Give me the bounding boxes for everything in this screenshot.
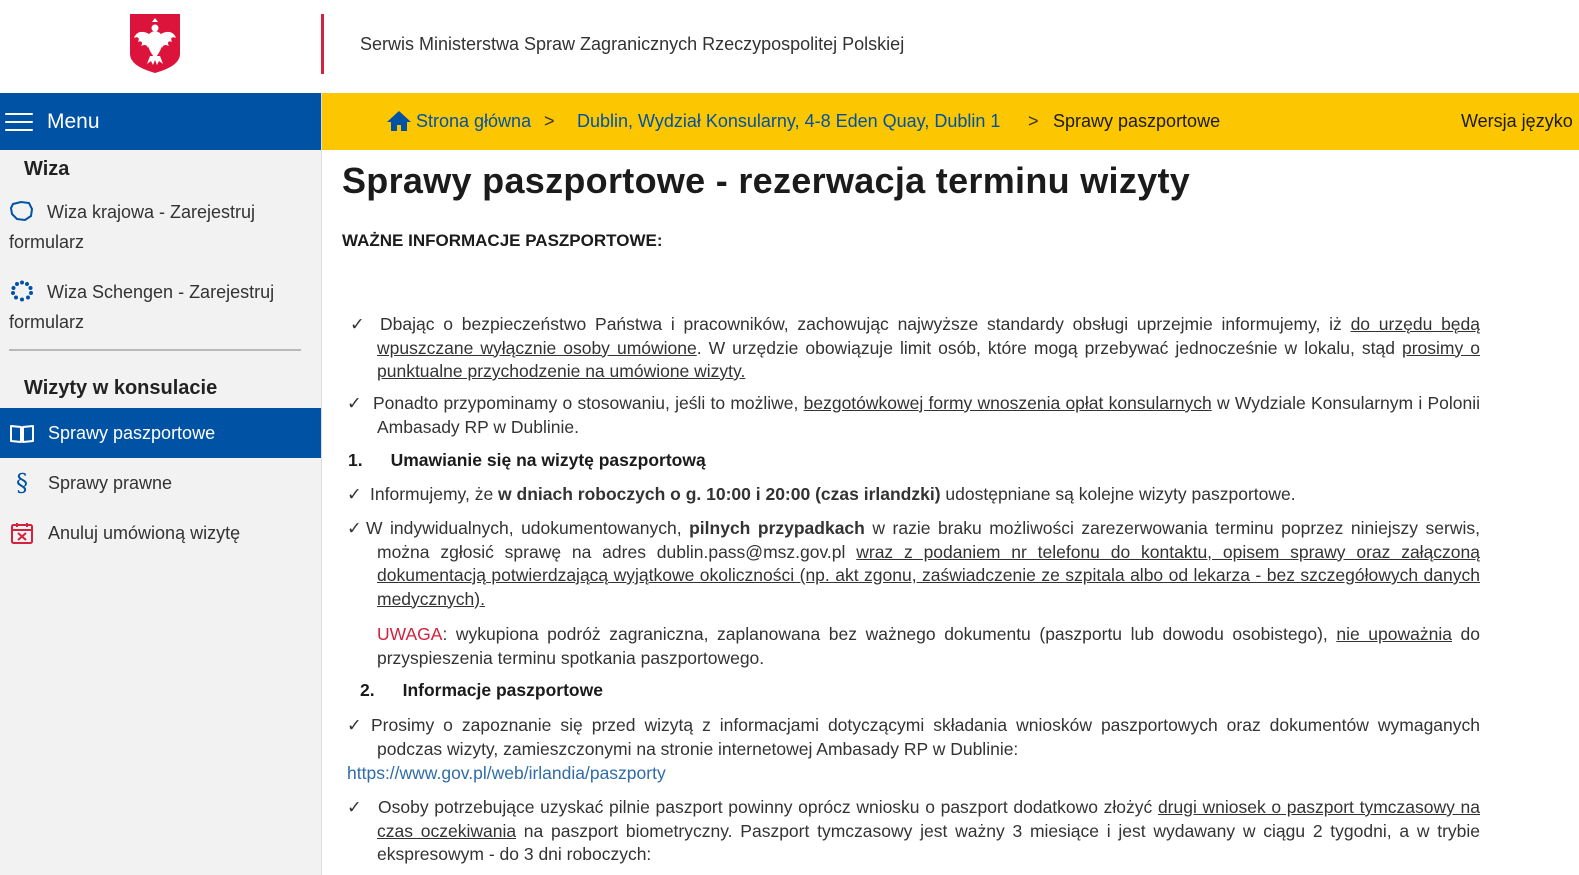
sidebar-item-label: Wiza krajowa - Zarejestruj formularz — [9, 202, 256, 252]
passport-info-link[interactable]: https://www.gov.pl/web/irlandia/paszporty — [347, 763, 666, 783]
sidebar-item-wiza-schengen[interactable] — [0, 277, 321, 337]
breadcrumb-home-link[interactable]: Strona główna — [416, 111, 532, 131]
sidebar-item-sprawy-paszportowe[interactable] — [0, 408, 321, 458]
section-heading-passport-info: 2. Informacje paszportowe — [360, 680, 603, 700]
breadcrumb-separator: > — [544, 111, 555, 131]
paragraph-booking-times: ✓ Informujemy, że w dniach roboczych o g. 10:00 i 20:00 (czas irlandzki) udostępniane są kolejne wizyty paszportowe. — [342, 483, 1480, 507]
checkmark-icon: ✓ — [347, 797, 362, 817]
section-heading-wizyty: Wizyty w konsulacie — [24, 377, 218, 399]
poland-map-icon — [9, 200, 35, 222]
sidebar-item-sprawy-prawne[interactable] — [0, 458, 321, 508]
breadcrumb — [322, 93, 1579, 150]
book-icon — [9, 421, 35, 445]
paragraph-passport-documents: ✓ Prosimy o zapoznanie się przed wizytą z informacjami dotyczącymi składania wniosków paszportowych oraz dokumentów wymaganych podczas wizyty, zamieszczonymi na stronie internetowej Ambasady RP w Dublinie: — [347, 715, 1480, 759]
breadcrumb-current: Sprawy paszportowe — [1053, 111, 1221, 131]
checkmark-icon: ✓ — [347, 484, 362, 504]
hamburger-icon — [5, 113, 33, 131]
sidebar-divider — [9, 349, 301, 351]
paragraph-urgent-cases: ✓ W indywidualnych, udokumentowanych, pilnych przypadkach w razie braku możliwości zarezerwowania terminu poprzez niniejszy serwis, można zgłosić sprawę na adres dublin.pass@msz.gov.pl wraz z podaniem nr telefonu do kontaktu, opisem sprawy oraz załączoną dokumentacją potwierdzającą wyjątkowe okoliczności (np. akt zgonu, zaświadczenie ze szpitala albo od lekarza - bez szczegółowych danych medycznych). — [347, 518, 1481, 609]
paragraph-temporary-passport: ✓ Osoby potrzebujące uzyskać pilnie paszport powinny oprócz wniosku o paszport dodatkowo złożyć drugi wniosek o paszport tymczasowy na czas oczekiwania na paszport biometryczny. Paszport tymczasowy jest ważny 3 miesiące i jest wydawany w ciągu 2 tygodni, a w trybie ekspresowym - do 3 dni roboczych: — [347, 797, 1481, 864]
breadcrumb-location-link[interactable]: Dublin, Wydział Konsularny, 4-8 Eden Quay, Dublin 1 — [577, 111, 1001, 131]
paragraph-visitors-limit: ✓ Dbając o bezpieczeństwo Państwa i pracowników, zachowując najwyższe standardy obsługi uprzejmie informujemy, iż do urzędu będą wpuszczane wyłącznie osoby umówione. W urzędzie obowiązuje limit osób, które mogą przebywać jednocześnie w lokalu, stąd prosimy o punktualne przychodzenie na umówione wizyty. — [342, 313, 1480, 384]
paragraph-icon: § — [16, 469, 28, 497]
important-info-heading: WAŻNE INFORMACJE PASZPORTOWE: — [342, 231, 663, 250]
checkmark-icon: ✓ — [347, 518, 362, 538]
checkmark-icon: ✓ — [347, 715, 362, 735]
site-title: Serwis Ministerstwa Spraw Zagranicznych Rzeczypospolitej Polskiej — [360, 34, 905, 54]
warning-label: UWAGA — [377, 624, 443, 644]
sidebar-item-label: Wiza Schengen - Zarejestruj formularz — [9, 282, 275, 332]
language-version-button[interactable]: Wersja języko — [1461, 111, 1573, 131]
header-divider — [321, 14, 324, 74]
section-heading-wiza: Wiza — [24, 158, 70, 180]
sidebar-item-wiza-krajowa[interactable] — [0, 197, 321, 257]
menu-label: Menu — [47, 109, 100, 133]
sidebar — [0, 93, 322, 875]
checkmark-icon: ✓ — [347, 393, 362, 413]
site-header — [0, 0, 1579, 93]
checkmark-icon: ✓ — [350, 314, 365, 334]
sidebar-item-label: Sprawy paszportowe — [48, 422, 216, 443]
home-icon[interactable] — [386, 110, 412, 132]
polish-emblem-logo[interactable] — [130, 14, 180, 73]
calendar-cancel-icon — [9, 521, 35, 545]
paragraph-warning: UWAGA: wykupiona podróż zagraniczna, zaplanowana bez ważnego dokumentu (paszportu lub dowodu osobistego), nie upoważnia do przyspieszenia terminu spotkania paszportowego. — [377, 624, 1480, 668]
section-heading-appointments: 1. Umawianie się na wizytę paszportową — [348, 450, 706, 470]
sidebar-item-label: Anuluj umówioną wizytę — [48, 522, 241, 543]
sidebar-item-label: Sprawy prawne — [48, 472, 173, 493]
paragraph-cashless-payments: ✓ Ponadto przypominamy o stosowaniu, jeśli to możliwe, bezgotówkowej formy wnoszenia opłat konsularnych w Wydziale Konsularnym i Polonii Ambasady RP w Dublinie. — [347, 393, 1480, 437]
sidebar-item-anuluj-wizyte[interactable] — [0, 508, 321, 558]
eu-stars-icon — [9, 280, 35, 302]
breadcrumb-separator: > — [1028, 111, 1039, 131]
page-title: Sprawy paszportowe - rezerwacja terminu wizyty — [342, 160, 1191, 201]
menu-toggle-button[interactable] — [0, 93, 321, 150]
